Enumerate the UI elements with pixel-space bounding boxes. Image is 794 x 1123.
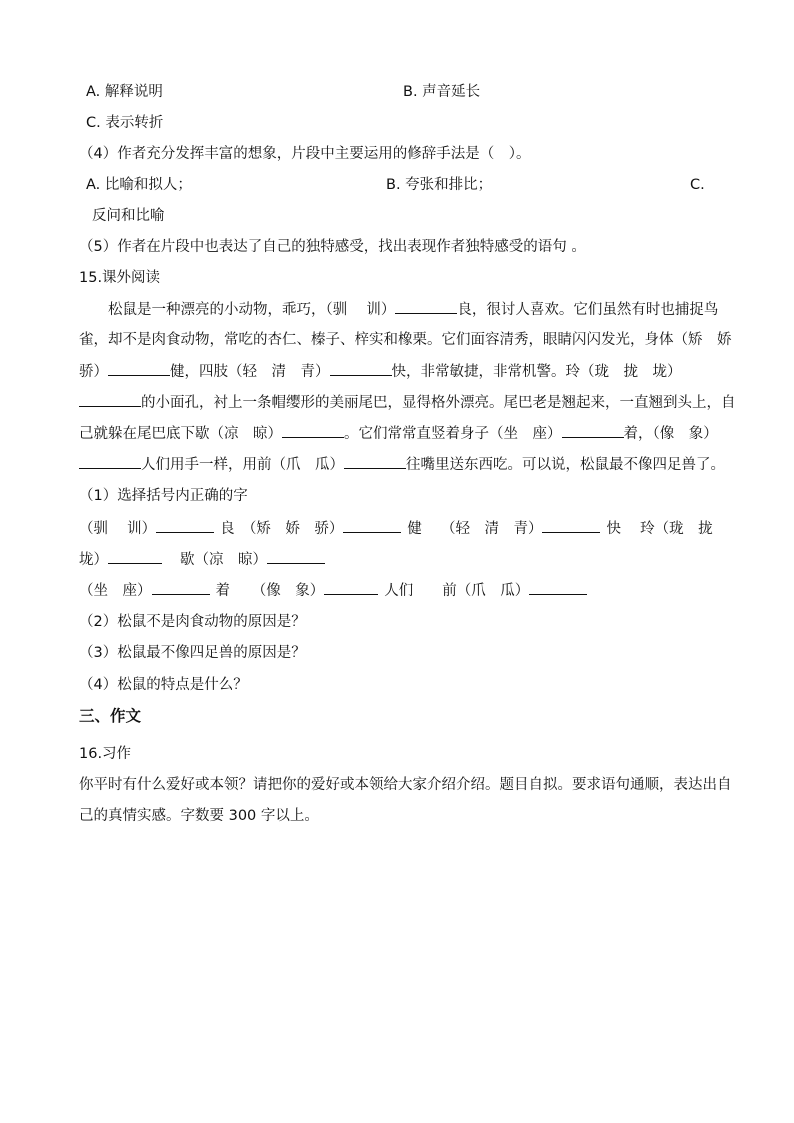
q14-sub4-option-a: A. 比喻和拟人； bbox=[86, 177, 192, 193]
fill-blank[interactable] bbox=[79, 454, 141, 469]
q15-sub2: （2）松鼠不是肉食动物的原因是？ bbox=[79, 614, 306, 630]
passage-text: 的小面孔，衬上一条帽缨形的美丽尾巴，显得格外漂亮。尾巴老是翘起来，一直翘到头上，自 bbox=[141, 395, 736, 411]
q15-passage-line-6 bbox=[79, 454, 725, 475]
q15-passage-line-5 bbox=[79, 423, 718, 444]
q14-sub4-stem: （4）作者充分发挥丰富的想象，片段中主要运用的修辞手法是（ ）。 bbox=[79, 146, 531, 162]
answer-blank[interactable] bbox=[267, 549, 325, 564]
passage-text: 人们用手一样，用前（爪 瓜） bbox=[141, 457, 344, 473]
passage-text: 着，（像 象） bbox=[623, 426, 718, 442]
fill-blank[interactable] bbox=[282, 423, 344, 438]
passage-text: 松鼠是一种漂亮的小动物，乖巧，（驯 训） bbox=[108, 302, 396, 318]
answer-blank[interactable] bbox=[343, 518, 401, 533]
q15-sub1-row-2 bbox=[79, 549, 325, 570]
answer-label: 垅） bbox=[79, 552, 108, 568]
q15-sub4: （4）松鼠的特点是什么？ bbox=[79, 677, 248, 693]
q14-option-c: C. 表示转折 bbox=[86, 115, 164, 131]
passage-text: 雀，却不是肉食动物，常吃的杏仁、榛子、梓实和橡栗。它们面容清秀，眼睛闪闪发光，身体（矫 娇 bbox=[79, 332, 732, 348]
q15-sub3: （3）松鼠最不像四足兽的原因是？ bbox=[79, 645, 306, 661]
answer-blank[interactable] bbox=[324, 580, 378, 595]
q15-passage-line-2 bbox=[79, 330, 732, 350]
q15-sub1-row-1 bbox=[79, 518, 713, 539]
answer-label: 健 （轻 清 青） bbox=[407, 521, 543, 537]
q14-sub4-option-b: B. 夸张和排比； bbox=[386, 177, 493, 193]
passage-text: 良，很讨人喜欢。它们虽然有时也捕捉鸟 bbox=[457, 302, 719, 318]
passage-text: 往嘴里送东西吃。可以说，松鼠最不像四足兽了。 bbox=[406, 457, 725, 473]
answer-blank[interactable] bbox=[542, 518, 600, 533]
q15-passage-line-4 bbox=[79, 392, 736, 413]
fill-blank[interactable] bbox=[330, 361, 392, 376]
answer-label: 着 （像 象） bbox=[215, 583, 325, 599]
q14-sub5-stem: （5）作者在片段中也表达了自己的独特感受，找出表现作者独特感受的语句 。 bbox=[79, 239, 586, 255]
answer-label: （坐 座） bbox=[79, 583, 152, 599]
passage-text: 。它们常常直竖着身子（坐 座） bbox=[344, 426, 562, 442]
q15-sub1-stem: （1）选择括号内正确的字 bbox=[79, 488, 248, 504]
answer-blank[interactable] bbox=[108, 549, 162, 564]
q16-prompt-line-1: 你平时有什么爱好或本领？请把你的爱好或本领给大家介绍介绍。题目自拟。要求语句通顺，表达出自 bbox=[79, 777, 732, 793]
answer-blank[interactable] bbox=[152, 580, 210, 595]
answer-label: 人们 前（爪 瓜） bbox=[384, 583, 530, 599]
answer-label: 良 （矫 娇 骄） bbox=[220, 521, 344, 537]
answer-blank[interactable] bbox=[529, 580, 587, 595]
q15-sub1-row-3 bbox=[79, 580, 587, 601]
q14-option-b: B. 声音延长 bbox=[403, 84, 481, 100]
fill-blank[interactable] bbox=[79, 392, 141, 407]
fill-blank[interactable] bbox=[344, 454, 406, 469]
q15-passage-line-1 bbox=[108, 299, 718, 320]
answer-label: （驯 训） bbox=[79, 521, 157, 537]
q15-passage-line-3 bbox=[79, 361, 682, 382]
q14-sub4-option-c-letter: C. bbox=[690, 177, 705, 193]
section-3-title: 三、作文 bbox=[79, 707, 142, 725]
q15-heading: 15.课外阅读 bbox=[79, 270, 161, 286]
answer-label: 快 玲（珑 拢 bbox=[606, 521, 713, 537]
passage-text: 健，四肢（轻 清 青） bbox=[170, 364, 330, 380]
q14-option-a: A. 解释说明 bbox=[86, 84, 163, 100]
answer-blank[interactable] bbox=[156, 518, 214, 533]
passage-text: 己就躲在尾巴底下歇（凉 晾） bbox=[79, 426, 282, 442]
q14-sub4-option-c-text: 反问和比喻 bbox=[92, 208, 165, 224]
fill-blank[interactable] bbox=[562, 423, 624, 438]
fill-blank[interactable] bbox=[108, 361, 170, 376]
fill-blank[interactable] bbox=[395, 299, 457, 314]
passage-text: 快，非常敏捷，非常机警。玲（珑 拢 垅） bbox=[391, 364, 682, 380]
passage-text: 骄） bbox=[79, 364, 108, 380]
q16-prompt-line-2: 己的真情实感。字数要 300 字以上。 bbox=[79, 808, 319, 824]
q16-heading: 16.习作 bbox=[79, 746, 132, 762]
answer-label: 歇（凉 晾） bbox=[180, 552, 267, 568]
